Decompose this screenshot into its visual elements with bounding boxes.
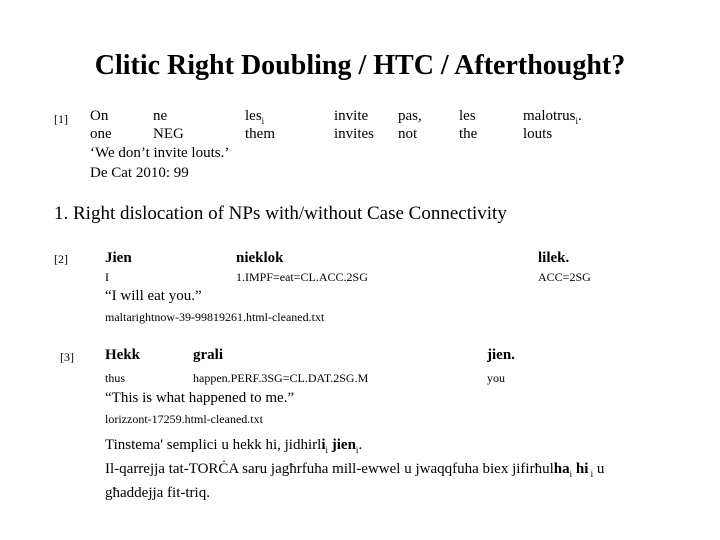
- passage-line-2: Il-qarrejja tat-TORĊA saru jagħrfuha mill-ewwel u jwaqqfuha biex jifirħulha$_i$ hi $_i$ u: [105, 461, 605, 479]
- word: On: [90, 108, 109, 124]
- source: lorizzont-17259.html-cleaned.txt: [105, 412, 263, 426]
- section-heading: 1. Right dislocation of NPs with/without Case Connectivity: [54, 203, 507, 224]
- example-number: [1]: [54, 112, 68, 126]
- word: ne: [153, 108, 168, 124]
- gloss: invites: [334, 126, 374, 142]
- gloss: louts: [523, 126, 553, 142]
- word: Hekk: [105, 347, 141, 363]
- source: maltarightnow-39-99819261.html-cleaned.txt: [105, 310, 325, 324]
- word: lilek.: [538, 250, 570, 266]
- gloss: not: [398, 126, 418, 142]
- gloss: 1.IMPF=eat=CL.ACC.2SG: [236, 270, 368, 284]
- gloss: one: [90, 126, 112, 142]
- maltese-passage: [105, 436, 705, 503]
- page-title: Clitic Right Doubling / HTC / Afterthought?: [94, 50, 626, 81]
- gloss: thus: [105, 371, 126, 385]
- gloss: ACC=2SG: [538, 270, 591, 284]
- gloss: them: [245, 126, 275, 142]
- gloss: I: [105, 270, 109, 284]
- word: invite: [334, 108, 369, 124]
- gloss: the: [459, 126, 478, 142]
- translation: ‘We don’t invite louts.’: [90, 145, 230, 161]
- gloss: you: [487, 371, 505, 385]
- example-number: [2]: [54, 252, 68, 266]
- translation: “I will eat you.”: [105, 288, 202, 304]
- word: jien.: [487, 347, 515, 363]
- gloss: happen.PERF.3SG=CL.DAT.2SG.M: [193, 371, 369, 385]
- example-number: [3]: [60, 350, 74, 364]
- word: malotrus$_i$.: [523, 108, 582, 126]
- word: Jien: [105, 250, 132, 266]
- source: De Cat 2010: 99: [90, 165, 189, 181]
- translation: “This is what happened to me.”: [105, 390, 295, 406]
- word: grali: [193, 347, 223, 363]
- passage-line-3: għaddejja fit-triq.: [105, 485, 210, 501]
- word: pas,: [398, 108, 422, 124]
- word: les$_i$: [245, 108, 265, 126]
- word: nieklok: [236, 250, 284, 266]
- passage-line-1: Tinstema' semplici u hekk hi, jidhirli$_i$ jien$_i$.: [105, 437, 363, 455]
- word: les: [459, 108, 476, 124]
- gloss: NEG: [153, 126, 184, 142]
